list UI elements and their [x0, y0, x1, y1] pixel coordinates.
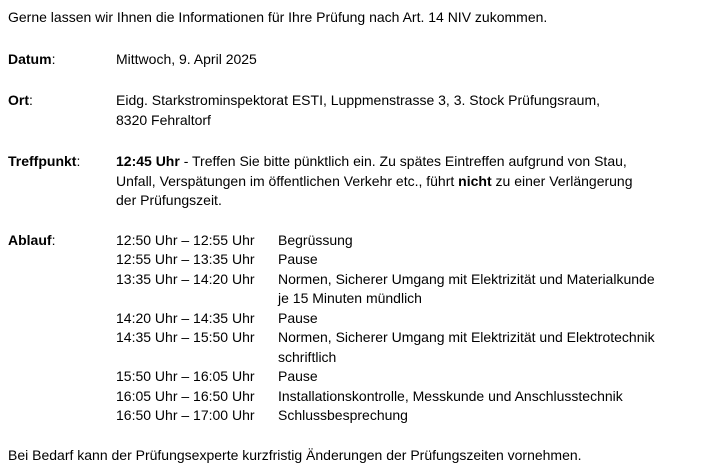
treffpunkt-text-a: - Treffen Sie bitte pünktlich ein. Zu spätes Eintreffen aufgrund von Stau, — [179, 153, 627, 169]
schedule-desc: Pause — [278, 251, 318, 267]
treffpunkt-line-3: der Prüfungszeit. — [116, 192, 222, 208]
ablauf-row — [8, 231, 698, 426]
schedule-desc — [278, 328, 698, 367]
ablauf-schedule — [116, 231, 698, 426]
schedule-item — [116, 387, 698, 407]
document-body — [8, 8, 698, 465]
treffpunkt-value — [116, 152, 698, 211]
schedule-item — [116, 270, 698, 309]
schedule-time: 16:50 Uhr – 17:00 Uhr — [116, 407, 255, 423]
datum-value: Mittwoch, 9. April 2025 — [116, 50, 257, 67]
schedule-time: 12:55 Uhr – 13:35 Uhr — [116, 251, 255, 267]
schedule-desc: Installationskontrolle, Messkunde und Anschlusstechnik — [278, 387, 623, 404]
ort-line-1: Eidg. Starkstrominspektorat ESTI, Luppmenstrasse 3, 3. Stock Prüfungsraum, — [116, 92, 600, 108]
treffpunkt-row — [8, 152, 698, 211]
treffpunkt-text-c: zu einer Verlängerung — [491, 172, 633, 189]
schedule-time: 14:35 Uhr – 15:50 Uhr — [116, 329, 255, 345]
schedule-desc: Begrüssung — [278, 231, 353, 248]
schedule-desc: Pause — [278, 368, 318, 384]
ort-line-2: 8320 Fehraltorf — [116, 111, 211, 128]
schedule-time: 16:05 Uhr – 16:50 Uhr — [116, 387, 255, 404]
schedule-item — [116, 328, 698, 367]
schedule-desc-line-2: je 15 Minuten mündlich — [278, 290, 422, 306]
schedule-desc-line-2: schriftlich — [278, 348, 337, 365]
schedule-desc-line-1: Normen, Sicherer Umgang mit Elektrizität und Elektrotechnik — [278, 329, 655, 345]
schedule-desc: Schlussbesprechung — [278, 407, 408, 423]
treffpunkt-emph: nicht — [458, 172, 492, 189]
schedule-time: 15:50 Uhr – 16:05 Uhr — [116, 368, 255, 384]
schedule-desc-line-1: Normen, Sicherer Umgang mit Elektrizität und Materialkunde — [278, 270, 655, 287]
ort-value — [116, 91, 698, 130]
intro-text: Gerne lassen wir Ihnen die Informationen für Ihre Prüfung nach Art. 14 NIV zukommen. — [8, 9, 548, 25]
ort-label: Ort: — [8, 92, 33, 108]
footer-note: Bei Bedarf kann der Prüfungsexperte kurzfristig Änderungen der Prüfungszeiten vornehmen. — [8, 446, 582, 463]
schedule-time: 13:35 Uhr – 14:20 Uhr — [116, 270, 255, 287]
datum-row — [8, 50, 698, 70]
treffpunkt-label: Treffpunkt: — [8, 153, 81, 169]
datum-label: Datum: — [8, 50, 56, 67]
schedule-desc: Pause — [278, 309, 318, 326]
schedule-item — [116, 406, 698, 426]
schedule-item — [116, 367, 698, 387]
treffpunkt-text-b: Unfall, Verspätungen im öffentlichen Verkehr etc., führt — [116, 172, 459, 189]
schedule-item — [116, 309, 698, 329]
schedule-time: 12:50 Uhr – 12:55 Uhr — [116, 231, 255, 248]
schedule-time: 14:20 Uhr – 14:35 Uhr — [116, 309, 255, 326]
treffpunkt-line-1 — [116, 152, 698, 172]
ort-row — [8, 91, 698, 130]
treffpunkt-line-2 — [116, 172, 698, 192]
schedule-desc — [278, 270, 698, 309]
schedule-item — [116, 231, 698, 251]
treffpunkt-time: 12:45 Uhr — [116, 153, 180, 169]
ablauf-label: Ablauf: — [8, 231, 56, 248]
schedule-item — [116, 250, 698, 270]
